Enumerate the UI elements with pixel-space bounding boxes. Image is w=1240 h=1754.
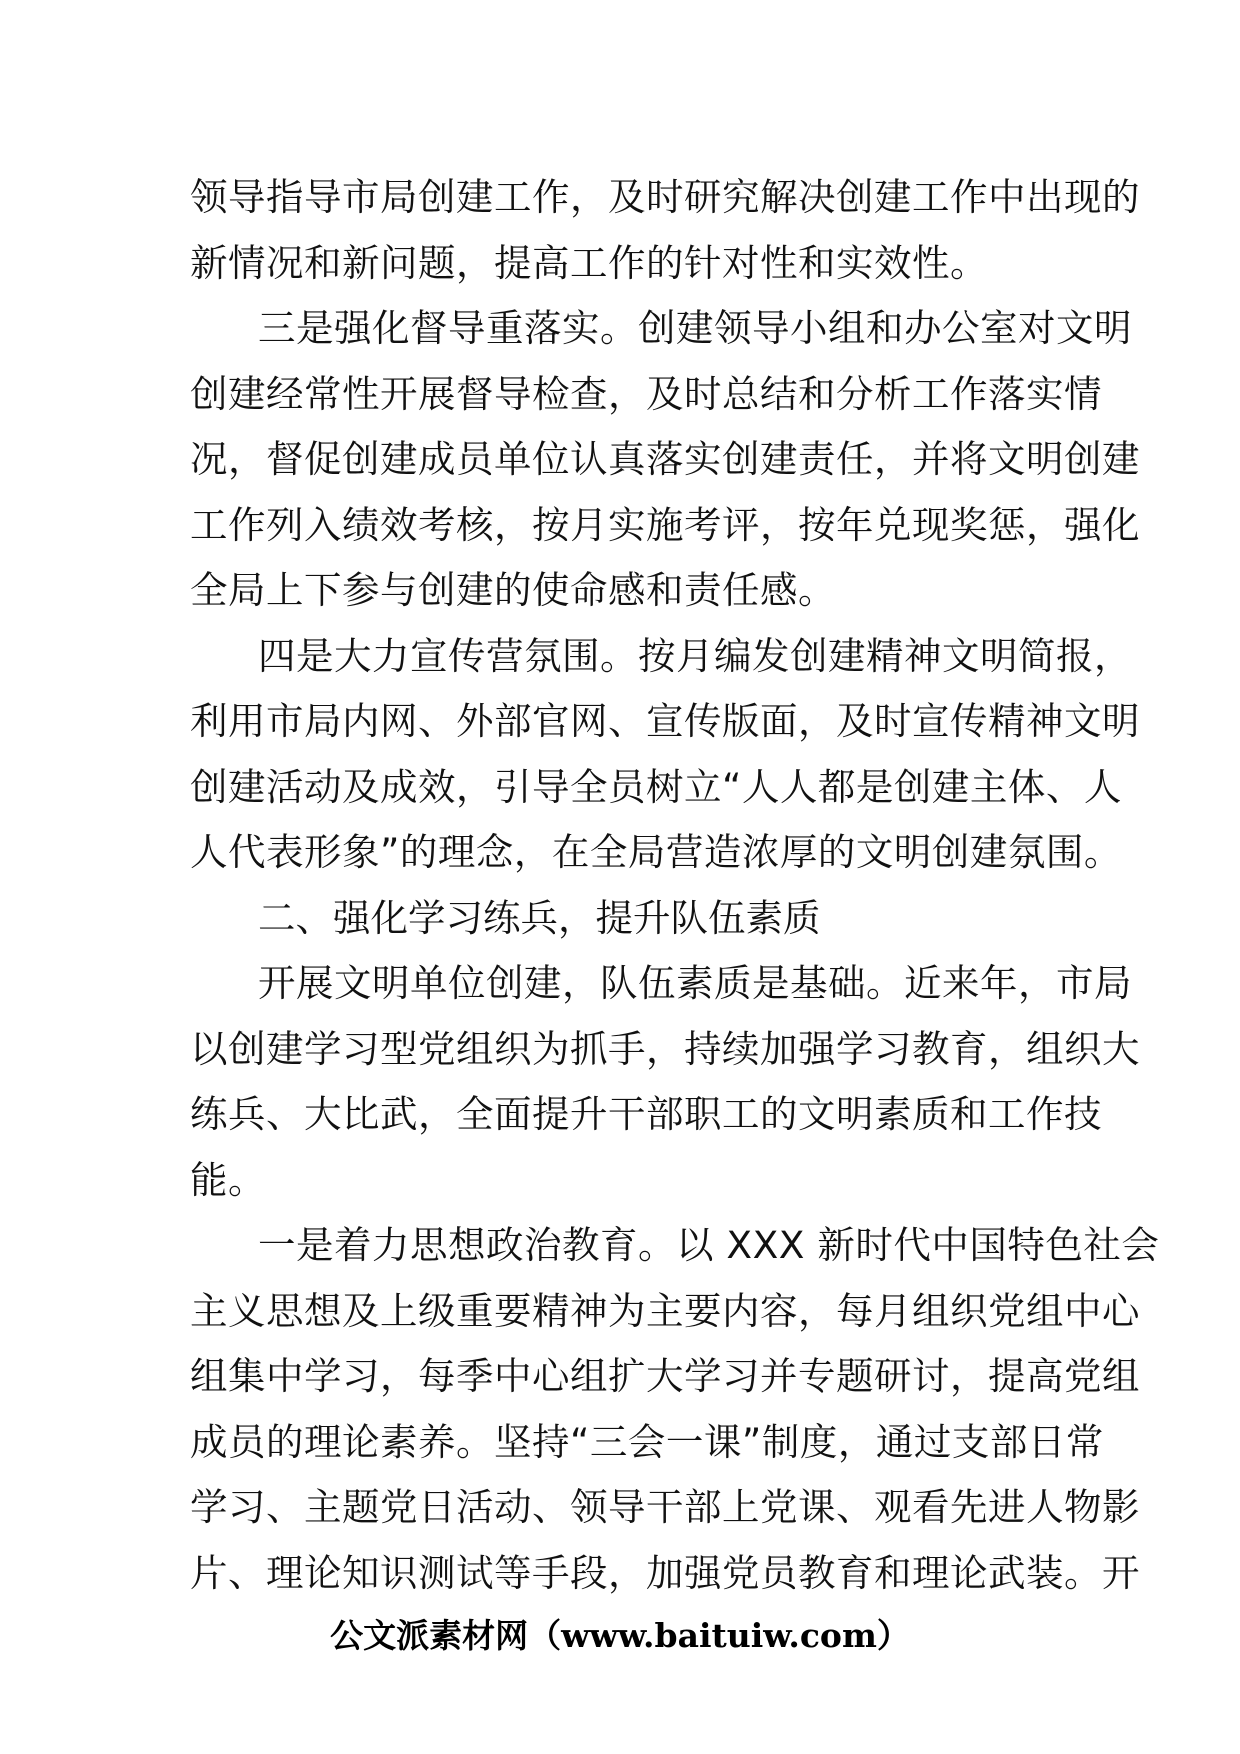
text-line: 新情况和新问题，提高工作的针对性和实效性。 (190, 240, 988, 285)
text-line: 人代表形象”的理念，在全局营造浓厚的文明创建氛围。 (190, 830, 1122, 874)
text-line: 组集中学习，每季中心组扩大学习并专题研讨，提高党组 (190, 1354, 1140, 1398)
footer-watermark: 公文派素材网（www.baituiw.com） (330, 1616, 910, 1655)
text-line: 以创建学习型党组织为抓手，持续加强学习教育，组织大 (190, 1026, 1140, 1071)
text-line: 全局上下参与创建的使命感和责任感。 (190, 568, 836, 612)
text-line: 开展文明单位创建，队伍素质是基础。近来年，市局 (258, 961, 1132, 1005)
text-line: 片、理论知识测试等手段，加强党员教育和理论武装。开 (190, 1550, 1140, 1595)
document-body (190, 165, 1160, 1606)
text-line: 学习、主题党日活动、领导干部上党课、观看先进人物影 (190, 1485, 1140, 1529)
text-line: 四是大力宣传营氛围。按月编发创建精神文明简报， (258, 633, 1132, 678)
text-line: 况，督促创建成员单位认真落实创建责任，并将文明创建 (190, 437, 1140, 481)
section-heading: 二、强化学习练兵，提升队伍素质 (258, 895, 821, 940)
text-line: 练兵、大比武，全面提升干部职工的文明素质和工作技 (190, 1092, 1102, 1136)
text-line: 利用市局内网、外部官网、宣传版面，及时宣传精神文明 (190, 699, 1140, 743)
text-line: 工作列入绩效考核，按月实施考评，按年兑现奖惩，强化 (190, 502, 1140, 547)
text-line: 领导指导市局创建工作，及时研究解决创建工作中出现的 (190, 175, 1140, 219)
text-line: 创建活动及成效，引导全员树立“人人都是创建主体、人 (190, 764, 1122, 809)
text-line: 能。 (190, 1157, 266, 1202)
text-line: 主义思想及上级重要精神为主要内容，每月组织党组中心 (190, 1288, 1140, 1333)
text-line: 创建经常性开展督导检查，及时总结和分析工作落实情 (190, 371, 1102, 416)
text-line: 一是着力思想政治教育。以 XXX 新时代中国特色社会 (258, 1223, 1160, 1267)
text-line: 三是强化督导重落实。创建领导小组和办公室对文明 (258, 306, 1132, 350)
text-line: 成员的理论素养。坚持“三会一课”制度，通过支部日常 (190, 1419, 1104, 1464)
